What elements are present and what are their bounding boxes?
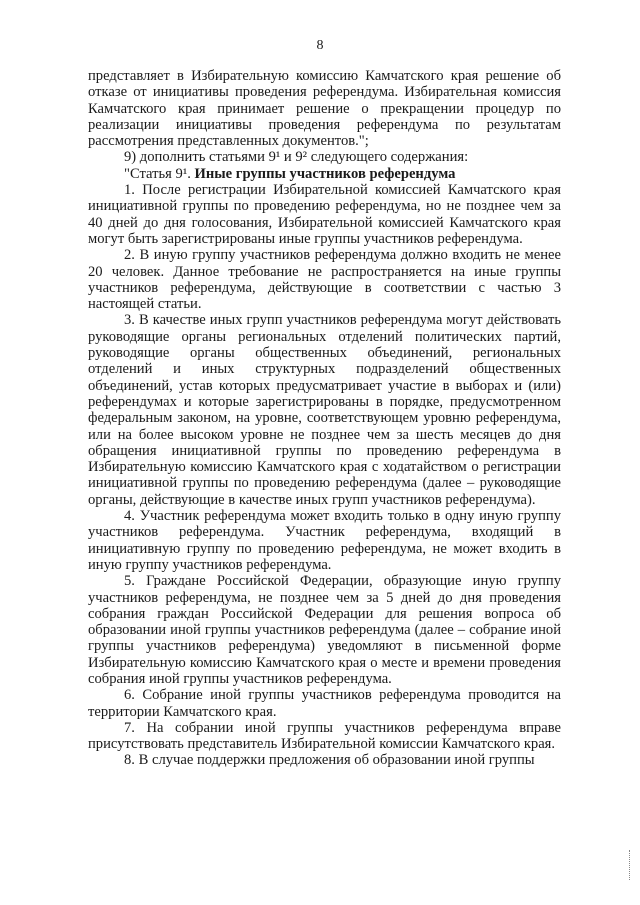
article-paragraph-6: 6. Собрание иной группы участников референдума проводится на территории Камчатского края. — [88, 687, 561, 720]
article-paragraph-2: 2. В иную группу участников референдума должно входить не менее 20 человек. Данное требование не распространяется на иные группы участников референдума, действующие в соответствии с частью 3 настоящей статьи. — [88, 247, 561, 313]
paragraph-amendment-9: 9) дополнить статьями 9¹ и 9² следующего содержания: — [124, 149, 469, 166]
page-number: 8 — [316, 38, 324, 53]
article-paragraph-1: 1. После регистрации Избирательной комиссией Камчатского края инициативной группы по проведению референдума, но не позднее чем за 40 дней до дня голосования, Избирательной комиссией Камчатского края могут быть зарегистрированы иные группы участников референдума. — [88, 182, 561, 247]
article-label: "Статья 9¹. — [124, 165, 191, 182]
article-paragraph-3: 3. В качестве иных групп участников референдума могут действовать руководящие органы региональных отделений политических партий, руководящие органы общественных объединений, региональных отделений и иных структурных подразделений общественных объединений, устав которых предусматривает участие в выборах и (или) референдумах и которые зарегистрированы в порядке, предусмотренном федеральным законом, на уровне, соответствующем уровню референдума, или на более высоком уровне не позднее чем за шесть месяцев до дня обращения инициативной группы по проведению референдума в Избирательную комиссию Камчатского края с ходатайством о регистрации инициативной группы по проведению референдума (далее – руководящие органы, действующие в качестве иных групп участников референдума). — [88, 312, 561, 508]
article-title: Иные группы участников референдума — [194, 165, 456, 182]
article-paragraph-4: 4. Участник референдума может входить только в одну иную группу участников референдума. Участник референдума, входящий в инициативную группу по проведению референдума, не может входить в иную группу участников референдума. — [88, 508, 561, 573]
paragraph-intro: представляет в Избирательную комиссию Камчатского края решение об отказе от инициативы проведения референдума. Избирательная комиссия Камчатского края принимает решение о прекращении процедур по реализации инициативы проведения референдума по результатам рассмотрения представленных документов."; — [88, 68, 561, 150]
article-paragraph-5: 5. Граждане Российской Федерации, образующие иную группу участников референдума, не позднее чем за 5 дней до дня проведения собрания граждан Российской Федерации для решения вопроса об образовании иной группы участников референдума (далее – собрание иной группы участников референдума) уведомляют в письменной форме Избирательную комиссию Камчатского края о месте и времени проведения собрания иной группы участников референдума. — [88, 573, 561, 687]
scan-edge-mark — [629, 850, 632, 880]
article-heading — [88, 166, 561, 182]
article-paragraph-7: 7. На собрании иной группы участников референдума вправе присутствовать представитель Избирательной комиссии Камчатского края. — [88, 719, 561, 753]
article-paragraph-8: 8. В случае поддержки предложения об образовании иной группы — [124, 752, 535, 769]
document-body — [88, 68, 561, 769]
